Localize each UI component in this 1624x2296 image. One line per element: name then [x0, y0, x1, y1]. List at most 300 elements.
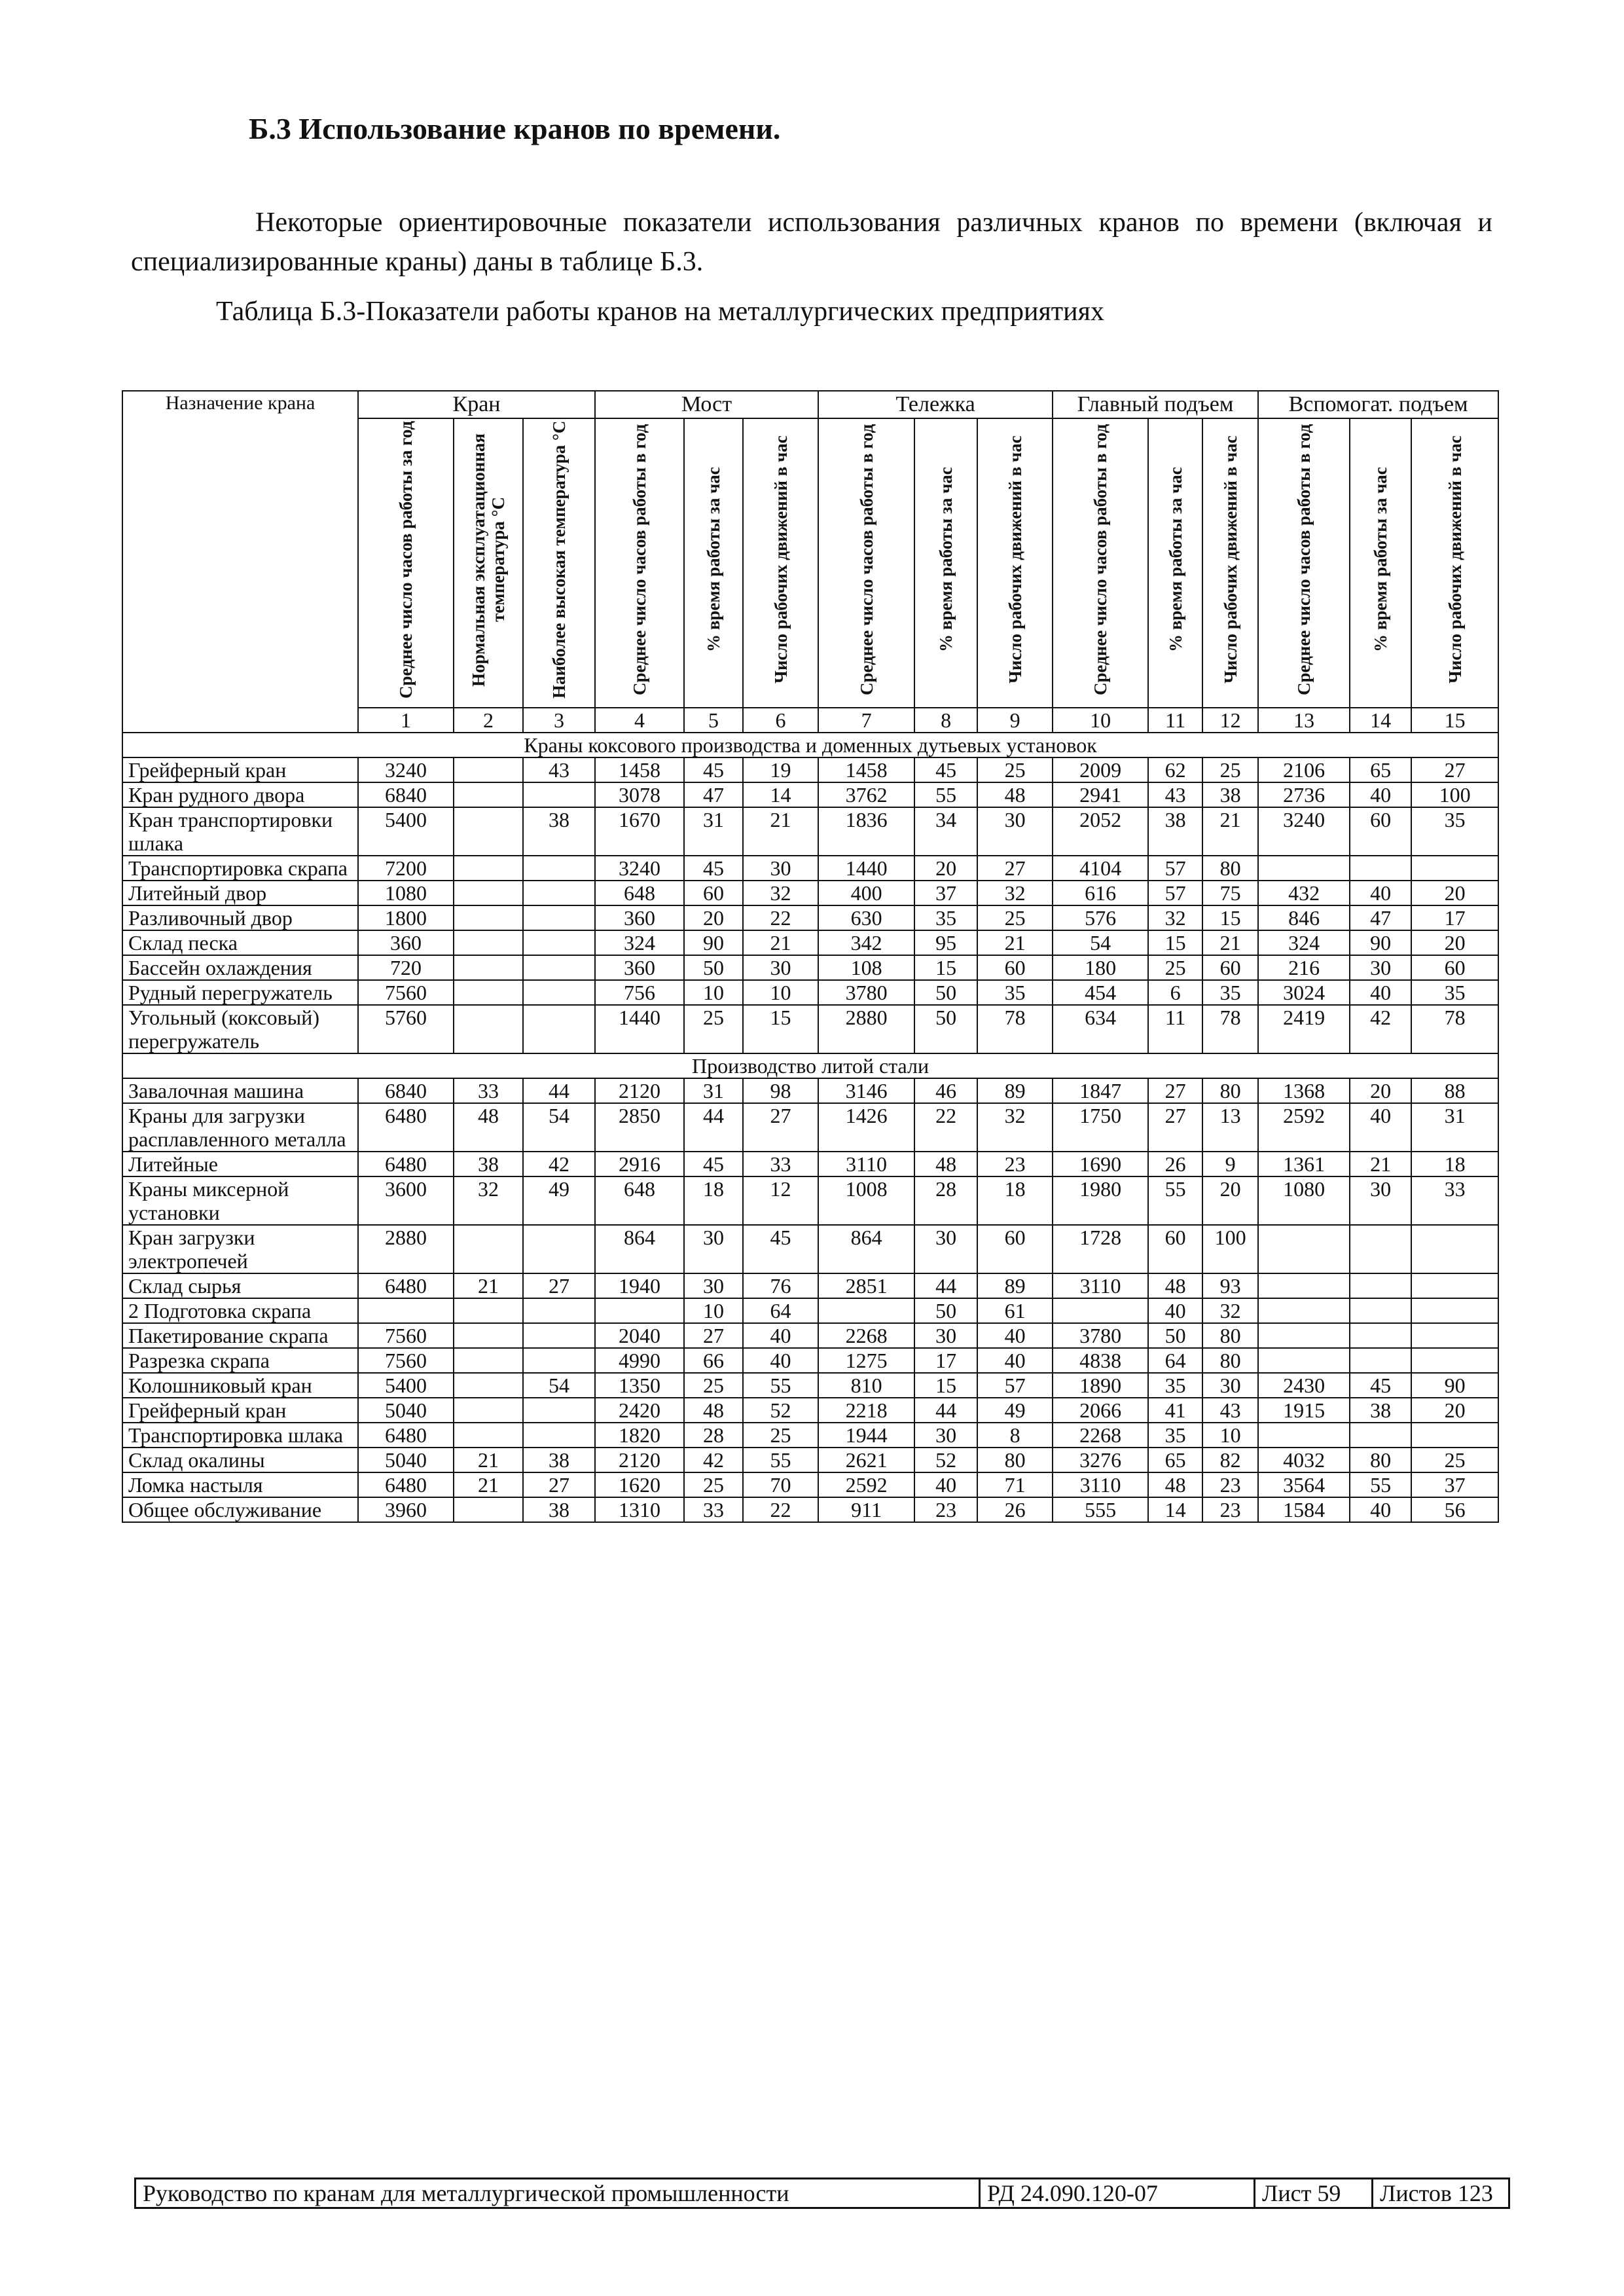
cell-value: 80 — [1202, 856, 1258, 881]
column-header — [523, 418, 595, 708]
cell-value: 21 — [1202, 807, 1258, 856]
column-header — [454, 418, 523, 708]
column-index: 14 — [1350, 708, 1411, 733]
cell-value: 1275 — [818, 1348, 914, 1373]
cell-value: 50 — [914, 1005, 977, 1053]
table-row — [122, 881, 1498, 905]
group-header: Мост — [595, 391, 818, 418]
cell-value: 48 — [914, 1152, 977, 1176]
crane-name: Литейные — [122, 1152, 358, 1176]
cell-value — [1258, 1225, 1350, 1273]
cell-value: 2430 — [1258, 1373, 1350, 1398]
cell-value: 78 — [1411, 1005, 1498, 1053]
cell-value: 52 — [743, 1398, 818, 1423]
cell-value: 3110 — [1053, 1472, 1148, 1497]
cell-value: 1458 — [818, 757, 914, 782]
crane-name: Литейный двор — [122, 881, 358, 905]
cell-value: 11 — [1148, 1005, 1202, 1053]
cell-value: 2916 — [595, 1152, 684, 1176]
cell-value: 35 — [1148, 1423, 1202, 1448]
cell-value: 15 — [914, 1373, 977, 1398]
cell-value: 3024 — [1258, 980, 1350, 1005]
cell-value: 17 — [914, 1348, 977, 1373]
footer-doc-code: РД 24.090.120-07 — [981, 2179, 1255, 2207]
cell-value: 20 — [684, 905, 743, 930]
cell-value: 45 — [914, 757, 977, 782]
cell-value: 80 — [1350, 1448, 1411, 1472]
cell-value: 50 — [684, 955, 743, 980]
cell-value: 37 — [914, 881, 977, 905]
column-index: 13 — [1258, 708, 1350, 733]
cell-value: 22 — [743, 905, 818, 930]
cell-value — [454, 1323, 523, 1348]
cell-value: 1368 — [1258, 1078, 1350, 1103]
cell-value: 48 — [1148, 1273, 1202, 1298]
crane-name: Колошниковый кран — [122, 1373, 358, 1398]
cell-value: 30 — [743, 955, 818, 980]
cell-value: 30 — [684, 1273, 743, 1298]
cell-value: 40 — [1350, 1103, 1411, 1152]
cell-value: 10 — [743, 980, 818, 1005]
cell-value — [454, 1298, 523, 1323]
name-column-header: Назначение крана — [122, 391, 358, 733]
cell-value: 911 — [818, 1497, 914, 1522]
table-row — [122, 1298, 1498, 1323]
crane-name: Угольный (коксовый) перегружатель — [122, 1005, 358, 1053]
cell-value: 50 — [914, 1298, 977, 1323]
cell-value: 22 — [914, 1103, 977, 1152]
cell-value: 64 — [743, 1298, 818, 1323]
cell-value: 2218 — [818, 1398, 914, 1423]
cell-value: 62 — [1148, 757, 1202, 782]
cell-value — [454, 807, 523, 856]
cell-value: 26 — [977, 1497, 1053, 1522]
column-header — [595, 418, 684, 708]
cell-value: 30 — [1202, 1373, 1258, 1398]
cell-value: 90 — [1411, 1373, 1498, 1398]
document-footer — [134, 2178, 1510, 2209]
cell-value: 3240 — [595, 856, 684, 881]
cell-value: 27 — [523, 1273, 595, 1298]
cell-value — [523, 930, 595, 955]
cell-value: 32 — [977, 881, 1053, 905]
cell-value: 630 — [818, 905, 914, 930]
cell-value: 80 — [1202, 1078, 1258, 1103]
cell-value: 2120 — [595, 1448, 684, 1472]
cell-value: 21 — [454, 1472, 523, 1497]
cell-value: 1944 — [818, 1423, 914, 1448]
table-row — [122, 757, 1498, 782]
cell-value: 30 — [914, 1225, 977, 1273]
cell-value — [1411, 1348, 1498, 1373]
cell-value — [1350, 1298, 1411, 1323]
cell-value: 555 — [1053, 1497, 1148, 1522]
cell-value: 48 — [684, 1398, 743, 1423]
cell-value: 360 — [358, 930, 454, 955]
cell-value: 9 — [1202, 1152, 1258, 1176]
cell-value: 42 — [1350, 1005, 1411, 1053]
cell-value: 60 — [977, 955, 1053, 980]
cell-value: 40 — [914, 1472, 977, 1497]
table-caption: Таблица Б.3-Показатели работы кранов на металлургических предприятиях — [216, 297, 1104, 327]
cell-value: 6480 — [358, 1423, 454, 1448]
cell-value: 14 — [743, 782, 818, 807]
column-index: 7 — [818, 708, 914, 733]
cell-value: 21 — [743, 807, 818, 856]
cell-value: 18 — [977, 1176, 1053, 1225]
cell-value: 57 — [1148, 856, 1202, 881]
cell-value: 40 — [977, 1323, 1053, 1348]
cell-value: 1836 — [818, 807, 914, 856]
cell-value: 38 — [523, 1497, 595, 1522]
column-header — [1053, 418, 1148, 708]
cell-value: 2120 — [595, 1078, 684, 1103]
cell-value: 60 — [1350, 807, 1411, 856]
column-index: 1 — [358, 708, 454, 733]
cell-value: 2419 — [1258, 1005, 1350, 1053]
cell-value — [1411, 1273, 1498, 1298]
crane-name: Транспортировка шлака — [122, 1423, 358, 1448]
cell-value: 108 — [818, 955, 914, 980]
column-index: 3 — [523, 708, 595, 733]
cell-value: 5040 — [358, 1448, 454, 1472]
cell-value: 89 — [977, 1273, 1053, 1298]
table-row — [122, 856, 1498, 881]
column-header — [977, 418, 1053, 708]
cell-value: 45 — [684, 757, 743, 782]
cell-value: 40 — [743, 1323, 818, 1348]
cell-value: 8 — [977, 1423, 1053, 1448]
cell-value: 21 — [1350, 1152, 1411, 1176]
cell-value: 48 — [454, 1103, 523, 1152]
cell-value: 40 — [1350, 881, 1411, 905]
cell-value: 48 — [977, 782, 1053, 807]
cell-value: 35 — [977, 980, 1053, 1005]
cell-value — [454, 1005, 523, 1053]
cell-value: 18 — [684, 1176, 743, 1225]
table-row — [122, 1472, 1498, 1497]
cell-value: 3240 — [1258, 807, 1350, 856]
cell-value: 25 — [977, 905, 1053, 930]
cell-value: 576 — [1053, 905, 1148, 930]
column-header-text: Среднее число часов работы в год — [630, 424, 650, 696]
cell-value: 634 — [1053, 1005, 1148, 1053]
cell-value: 55 — [1350, 1472, 1411, 1497]
cell-value: 1847 — [1053, 1078, 1148, 1103]
cell-value: 1440 — [818, 856, 914, 881]
crane-name: Ломка настыля — [122, 1472, 358, 1497]
table-row — [122, 1078, 1498, 1103]
column-header — [1202, 418, 1258, 708]
cell-value: 18 — [1411, 1152, 1498, 1176]
cell-value: 61 — [977, 1298, 1053, 1323]
cell-value: 64 — [1148, 1348, 1202, 1373]
cell-value: 21 — [1202, 930, 1258, 955]
crane-name: Склад окалины — [122, 1448, 358, 1472]
table-row — [122, 1176, 1498, 1225]
cell-value: 43 — [1148, 782, 1202, 807]
crane-name: 2 Подготовка скрапа — [122, 1298, 358, 1323]
cell-value: 454 — [1053, 980, 1148, 1005]
cell-value — [523, 1298, 595, 1323]
cell-value: 1800 — [358, 905, 454, 930]
cell-value: 35 — [1202, 980, 1258, 1005]
cell-value: 31 — [684, 1078, 743, 1103]
cell-value: 2106 — [1258, 757, 1350, 782]
crane-name: Грейферный кран — [122, 1398, 358, 1423]
cell-value: 80 — [1202, 1323, 1258, 1348]
cell-value: 33 — [743, 1152, 818, 1176]
cell-value: 27 — [523, 1472, 595, 1497]
column-index: 6 — [743, 708, 818, 733]
cell-value: 25 — [684, 1005, 743, 1053]
cell-value: 25 — [1202, 757, 1258, 782]
cell-value: 100 — [1202, 1225, 1258, 1273]
cell-value: 25 — [1148, 955, 1202, 980]
cell-value: 5400 — [358, 1373, 454, 1398]
cell-value: 30 — [684, 1225, 743, 1273]
cell-value: 13 — [1202, 1103, 1258, 1152]
cell-value: 10 — [684, 980, 743, 1005]
cell-value: 12 — [743, 1176, 818, 1225]
cell-value: 31 — [684, 807, 743, 856]
cell-value: 3110 — [1053, 1273, 1148, 1298]
cell-value: 38 — [1148, 807, 1202, 856]
cell-value: 1440 — [595, 1005, 684, 1053]
cell-value: 54 — [523, 1373, 595, 1398]
cell-value: 7200 — [358, 856, 454, 881]
section-title: Краны коксового производства и доменных дутьевых установок — [122, 733, 1498, 757]
column-header — [818, 418, 914, 708]
cell-value — [454, 1423, 523, 1448]
table-row — [122, 1423, 1498, 1448]
cell-value: 32 — [743, 881, 818, 905]
cell-value: 90 — [684, 930, 743, 955]
table-row — [122, 1103, 1498, 1152]
cell-value: 7560 — [358, 1348, 454, 1373]
cell-value: 17 — [1411, 905, 1498, 930]
cell-value: 3146 — [818, 1078, 914, 1103]
cell-value: 55 — [914, 782, 977, 807]
cell-value: 55 — [743, 1373, 818, 1398]
crane-name: Кран рудного двора — [122, 782, 358, 807]
cell-value — [523, 1398, 595, 1423]
cell-value: 30 — [1350, 955, 1411, 980]
cell-value: 432 — [1258, 881, 1350, 905]
cell-value: 38 — [523, 1448, 595, 1472]
cell-value — [454, 980, 523, 1005]
cell-value — [1350, 1423, 1411, 1448]
cell-value: 5040 — [358, 1398, 454, 1423]
column-index: 15 — [1411, 708, 1498, 733]
cell-value: 1915 — [1258, 1398, 1350, 1423]
cell-value: 89 — [977, 1078, 1053, 1103]
cell-value: 41 — [1148, 1398, 1202, 1423]
cell-value: 25 — [977, 757, 1053, 782]
cell-value: 648 — [595, 881, 684, 905]
cell-value: 88 — [1411, 1078, 1498, 1103]
cell-value: 1820 — [595, 1423, 684, 1448]
cell-value: 15 — [743, 1005, 818, 1053]
cell-value: 25 — [1411, 1448, 1498, 1472]
cell-value: 1361 — [1258, 1152, 1350, 1176]
table-row — [122, 1348, 1498, 1373]
cell-value: 20 — [1411, 881, 1498, 905]
cell-value — [523, 782, 595, 807]
cell-value: 25 — [684, 1472, 743, 1497]
column-header-text: Среднее число часов работы в год — [856, 424, 876, 696]
cell-value: 2040 — [595, 1323, 684, 1348]
column-header — [914, 418, 977, 708]
cell-value — [1411, 1323, 1498, 1348]
cell-value: 45 — [684, 856, 743, 881]
cell-value: 6480 — [358, 1103, 454, 1152]
cell-value: 1008 — [818, 1176, 914, 1225]
cell-value: 80 — [977, 1448, 1053, 1472]
cell-value: 1426 — [818, 1103, 914, 1152]
cell-value: 3276 — [1053, 1448, 1148, 1472]
cell-value: 32 — [1148, 905, 1202, 930]
table-row — [122, 905, 1498, 930]
cell-value: 6480 — [358, 1472, 454, 1497]
column-header — [1258, 418, 1350, 708]
table-row — [122, 1373, 1498, 1398]
cell-value: 1690 — [1053, 1152, 1148, 1176]
column-index: 9 — [977, 708, 1053, 733]
cell-value: 43 — [1202, 1398, 1258, 1423]
cell-value: 216 — [1258, 955, 1350, 980]
section-row — [122, 1053, 1498, 1078]
cell-value: 1584 — [1258, 1497, 1350, 1522]
column-index: 10 — [1053, 708, 1148, 733]
cell-value: 2592 — [818, 1472, 914, 1497]
cell-value — [595, 1298, 684, 1323]
cell-value: 40 — [977, 1348, 1053, 1373]
cell-value: 3110 — [818, 1152, 914, 1176]
cell-value: 27 — [743, 1103, 818, 1152]
cell-value: 20 — [914, 856, 977, 881]
cell-value: 1940 — [595, 1273, 684, 1298]
cell-value: 42 — [684, 1448, 743, 1472]
cell-value: 3780 — [818, 980, 914, 1005]
column-header — [743, 418, 818, 708]
cell-value: 2420 — [595, 1398, 684, 1423]
cell-value — [523, 955, 595, 980]
column-index: 11 — [1148, 708, 1202, 733]
cell-value: 400 — [818, 881, 914, 905]
cell-value: 21 — [743, 930, 818, 955]
cell-value: 44 — [914, 1398, 977, 1423]
cell-value: 50 — [1148, 1323, 1202, 1348]
column-header-text: Число рабочих движений в час — [1445, 435, 1465, 684]
cell-value — [1411, 856, 1498, 881]
cell-value: 23 — [1202, 1472, 1258, 1497]
cell-value: 93 — [1202, 1273, 1258, 1298]
cell-value: 60 — [977, 1225, 1053, 1273]
cell-value: 6 — [1148, 980, 1202, 1005]
cell-value: 31 — [1411, 1103, 1498, 1152]
cell-value: 28 — [684, 1423, 743, 1448]
footer-sheet: Лист 59 — [1255, 2179, 1373, 2207]
cell-value: 360 — [595, 955, 684, 980]
cell-value — [523, 980, 595, 1005]
cell-value: 47 — [1350, 905, 1411, 930]
cell-value: 45 — [1350, 1373, 1411, 1398]
footer-sheets-total: Листов 123 — [1380, 2180, 1493, 2206]
column-header-text: % время работы за час — [936, 467, 956, 653]
cell-value — [818, 1298, 914, 1323]
table-row — [122, 1005, 1498, 1053]
column-header — [358, 418, 454, 708]
cell-value: 30 — [914, 1323, 977, 1348]
table-row — [122, 1497, 1498, 1522]
cell-value: 56 — [1411, 1497, 1498, 1522]
cell-value: 2592 — [1258, 1103, 1350, 1152]
cell-value: 1080 — [1258, 1176, 1350, 1225]
cell-value: 40 — [1148, 1298, 1202, 1323]
column-header — [684, 418, 743, 708]
table-row — [122, 980, 1498, 1005]
column-header-text: % время работы за час — [704, 467, 724, 653]
cell-value — [523, 1005, 595, 1053]
cell-value: 1310 — [595, 1497, 684, 1522]
cell-value — [358, 1298, 454, 1323]
cell-value: 1080 — [358, 881, 454, 905]
cell-value: 30 — [1350, 1176, 1411, 1225]
cell-value: 35 — [1411, 980, 1498, 1005]
cell-value — [1411, 1225, 1498, 1273]
cell-value — [1350, 1273, 1411, 1298]
cell-value — [523, 856, 595, 881]
cell-value: 21 — [454, 1448, 523, 1472]
cell-value: 2941 — [1053, 782, 1148, 807]
cell-value: 10 — [684, 1298, 743, 1323]
cell-value — [454, 905, 523, 930]
cell-value: 40 — [1350, 782, 1411, 807]
cell-value: 3240 — [358, 757, 454, 782]
section-title: Производство литой стали — [122, 1053, 1498, 1078]
cell-value: 1458 — [595, 757, 684, 782]
cell-value: 38 — [1350, 1398, 1411, 1423]
cell-value: 25 — [684, 1373, 743, 1398]
cell-value — [454, 1398, 523, 1423]
column-index: 12 — [1202, 708, 1258, 733]
cell-value: 44 — [523, 1078, 595, 1103]
cell-value: 7560 — [358, 1323, 454, 1348]
cell-value: 28 — [914, 1176, 977, 1225]
cell-value: 60 — [1411, 955, 1498, 980]
cell-value: 864 — [818, 1225, 914, 1273]
cell-value — [454, 930, 523, 955]
cell-value: 756 — [595, 980, 684, 1005]
cell-value — [454, 782, 523, 807]
table-row — [122, 1448, 1498, 1472]
cell-value: 1750 — [1053, 1103, 1148, 1152]
crane-name: Склад песка — [122, 930, 358, 955]
cell-value: 5760 — [358, 1005, 454, 1053]
cell-value: 78 — [1202, 1005, 1258, 1053]
cell-value: 40 — [1350, 980, 1411, 1005]
cell-value: 4032 — [1258, 1448, 1350, 1472]
cell-value: 82 — [1202, 1448, 1258, 1472]
cell-value: 33 — [684, 1497, 743, 1522]
cell-value: 42 — [523, 1152, 595, 1176]
cell-value: 4104 — [1053, 856, 1148, 881]
cell-value — [1258, 1323, 1350, 1348]
cell-value: 1620 — [595, 1472, 684, 1497]
column-index: 8 — [914, 708, 977, 733]
cell-value — [523, 1225, 595, 1273]
